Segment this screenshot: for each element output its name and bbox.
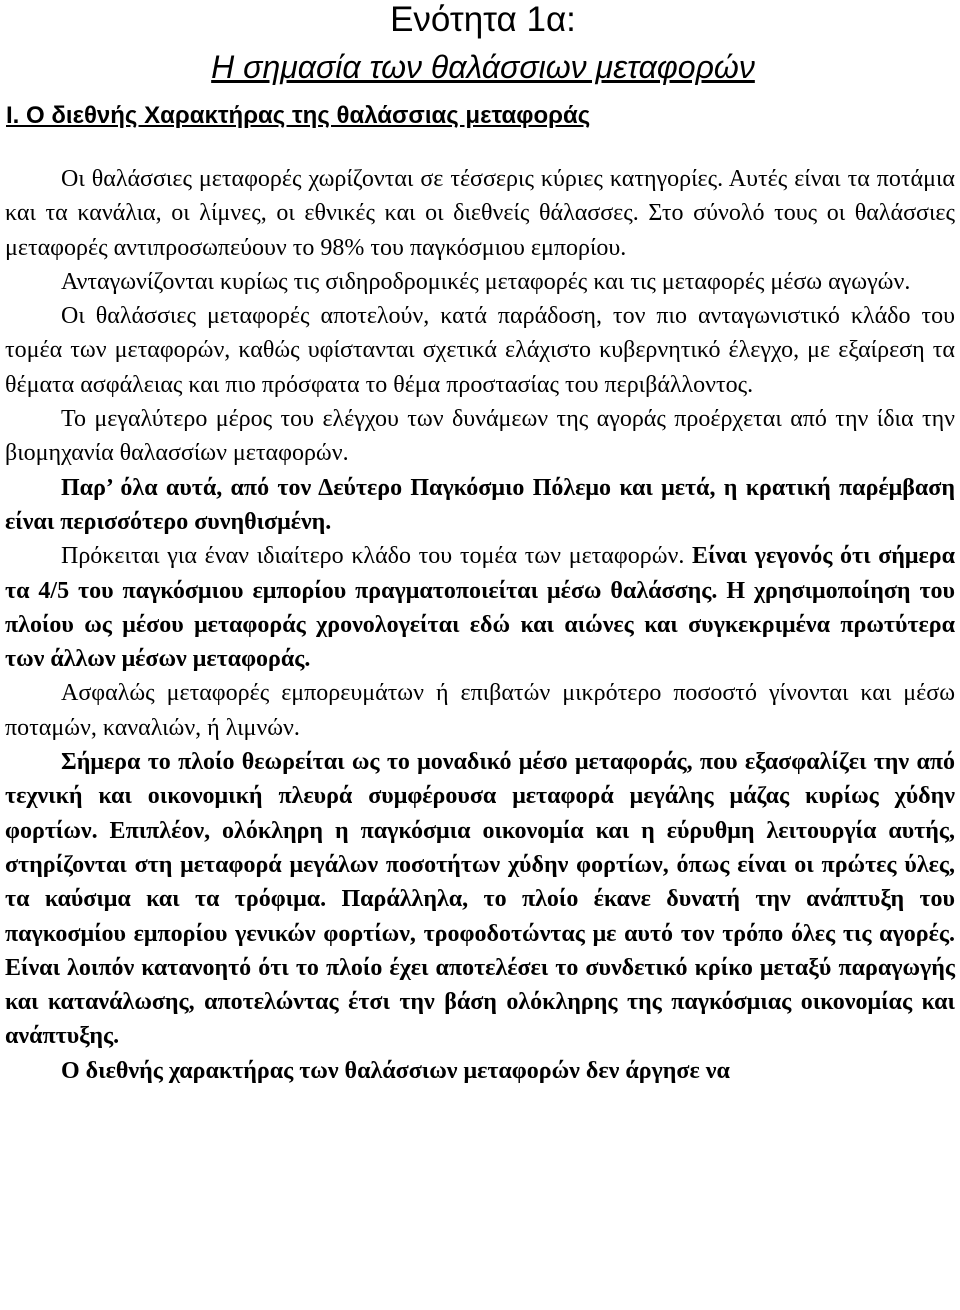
document-body — [5, 162, 955, 1088]
special-sector-lead: Πρόκειται για έναν ιδιαίτερο κλάδο του τομέα των μεταφορών. — [61, 543, 685, 570]
section-heading: Ι. Ο διεθνής Χαρακτήρας της θαλάσσιας μεταφοράς — [6, 102, 591, 129]
paragraph-ship-today: Σήμερα το πλοίο θεωρείται ως το μοναδικό μέσο μεταφοράς, που εξασφαλίζει την από τεχνική και οικονομική πλευρά συμφέρουσα μεταφορά μεγάλης μάζας κυρίως χύδην φορτίων. Επιπλέον, ολόκληρη η παγκόσμια οικονομία και η εύρυθμη λειτουργία αυτής, στηρίζονται στη μεταφορά μεγάλων ποσοτήτων χύδην φορτίων, όπως είναι οι πρώτες ύλες, τα καύσιμα και τα τρόφιμα. Παράλληλα, το πλοίο έκανε δυνατή την ανάπτυξη του παγκοσμίου εμπορίου γενικών φορτίων, τροφοδοτώντας με αυτό τον τρόπο όλες τις αγορές. Είναι λοιπόν κατανοητό ότι το πλοίο έχει αποτελέσει το συνδετικό κρίκο μεταξύ παραγωγής και κατανάλωσης, αποτελώντας έτσι την βάση ολόκληρης της παγκόσμιας οικονομίας και ανάπτυξης. — [5, 749, 955, 1050]
paragraph-competition: Ανταγωνίζονται κυρίως τις σιδηροδρομικές μεταφορές και τις μεταφορές μέσω αγωγών. — [61, 268, 911, 295]
document-page — [5, 0, 955, 1088]
paragraph-categories: Οι θαλάσσιες μεταφορές χωρίζονται σε τέσσερις κύριες κατηγορίες. Αυτές είναι τα ποτάμια και τα κανάλια, οι λίμνες, οι εθνικές και οι διεθνείς θάλασσες. Στο σύνολό τους οι θαλάσσιες μεταφορές αντιπροσωπεύουν το 98% του παγκόσμιου εμπορίου. — [5, 166, 955, 261]
paragraph-competitive-sector: Οι θαλάσσιες μεταφορές αποτελούν, κατά παράδοση, τον πιο ανταγωνιστικό κλάδο του τομέα των μεταφορών, καθώς υφίστανται σχετικά ελάχιστο κυβερνητικό έλεγχο, με εξαίρεση τα θέματα ασφάλειας και πιο πρόσφατα το θέμα προστασίας του περιβάλλοντος. — [5, 303, 955, 398]
paragraph-rivers-canals: Ασφαλώς μεταφορές εμπορευμάτων ή επιβατών μικρότερο ποσοστό γίνονται και μέσω ποταμών, καναλιών, ή λιμνών. — [5, 680, 955, 741]
special-sector-detail: Είναι γεγονός ότι σήμερα τα 4/5 του παγκόσμιου εμπορίου πραγματοποιείται μέσω θαλάσσης. Η χρησιμοποίηση του πλοίου ως μέσου μεταφοράς χρονολογείται εδώ και αιώνες και συγκεκριμένα πρωτύτερα των άλλων μέσων μεταφοράς. — [5, 543, 955, 673]
paragraph-state-intervention: Παρ’ όλα αυτά, από τον Δεύτερο Παγκόσμιο Πόλεμο και μετά, η κρατική παρέμβαση είναι περισσότερο συνηθισμένη. — [5, 474, 955, 535]
paragraph-market-control: Το μεγαλύτερο μέρος του ελέγχου των δυνάμεων της αγοράς προέρχεται από την ίδια την βιομηχανία θαλασσίων μεταφορών. — [5, 406, 955, 467]
page-title: Ενότητα 1α: — [390, 0, 576, 39]
paragraph-special-sector — [5, 539, 955, 676]
page-subtitle: Η σημασία των θαλάσσιων μεταφορών — [211, 49, 755, 85]
paragraph-international-character: Ο διεθνής χαρακτήρας των θαλάσσιων μεταφορών δεν άργησε να — [61, 1057, 730, 1084]
